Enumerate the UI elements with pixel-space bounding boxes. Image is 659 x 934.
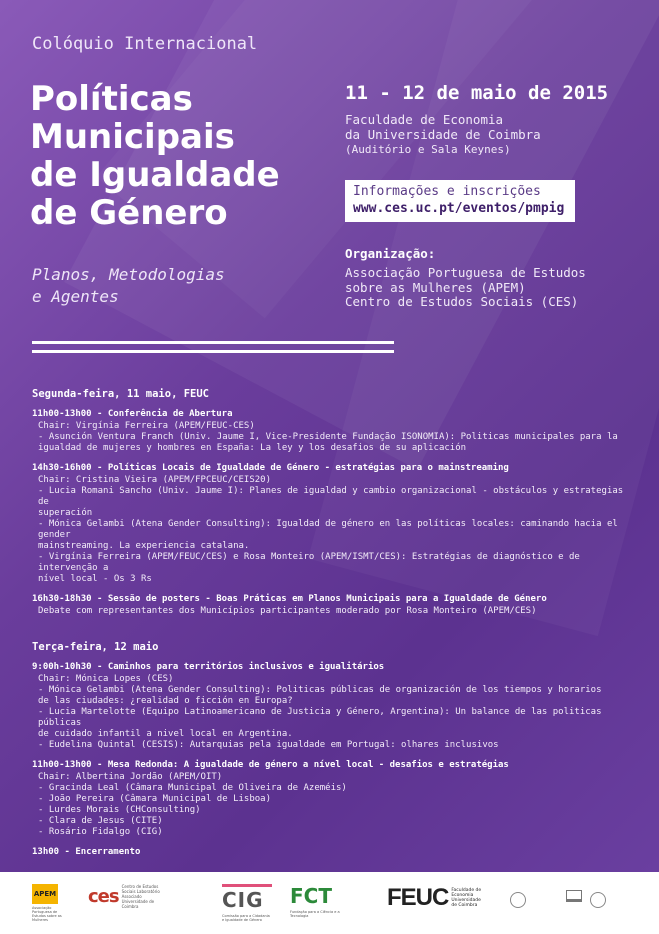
program-session: [32, 463, 632, 585]
organization-line: Centro de Estudos Sociais (CES): [345, 294, 579, 309]
session-line: nível local - Os 3 Rs: [38, 574, 152, 584]
heritage-seal-icon: [590, 892, 606, 908]
session-line: Chair: Cristina Vieira (APEM/FPCEUC/CEIS20): [38, 475, 271, 485]
program-session: [32, 409, 632, 454]
session-line: - Gracinda Leal (Câmara Municipal de Oliveira de Azeméis): [38, 783, 347, 793]
session-line: Chair: Albertina Jordão (APEM/OIT): [38, 772, 223, 782]
session-line: - Lurdes Morais (CHConsulting): [38, 805, 201, 815]
divider: [32, 341, 394, 344]
organization-title: Organização:: [345, 246, 436, 261]
program-session: [32, 847, 632, 858]
session-line: superación: [38, 508, 93, 518]
organization-list: [345, 266, 586, 310]
session-line: Chair: Virgínia Ferreira (APEM/FEUC-CES): [38, 421, 255, 431]
program-session: [32, 662, 632, 751]
fct-logo: [290, 884, 350, 918]
fct-caption: Fundação para a Ciência e a Tecnologia: [290, 910, 340, 918]
ces-mark: ces: [88, 886, 119, 907]
apem-logo: [32, 884, 72, 922]
day-title: Terça-feira, 12 maio: [32, 641, 159, 653]
main-title: [30, 80, 330, 232]
session-line: Debate com representantes dos Municípios participantes moderado por Rosa Monteiro (APEM/CES): [38, 606, 537, 616]
title-line: de Género: [30, 193, 228, 233]
session-line: Chair: Mónica Lopes (CES): [38, 674, 174, 684]
session-line: de las ciudades: ¿realidad o ficción en Europa?: [38, 696, 293, 706]
title-line: Políticas: [30, 79, 193, 119]
feuc-caption: Faculdade de Economia Universidade de Coimbra: [451, 888, 482, 908]
event-date: 11 - 12 de maio de 2015: [345, 82, 609, 104]
session-line: - João Pereira (Câmara Municipal de Lisboa): [38, 794, 271, 804]
feuc-mark: FEUC: [387, 884, 449, 911]
info-box: [345, 180, 575, 222]
organization-line: sobre as Mulheres (APEM): [345, 279, 526, 295]
session-line: - Asunción Ventura Franch (Univ. Jaume I, Vice-Presidente Fundação ISONOMIA): Politicas municipales para la: [38, 432, 618, 442]
day-spacer: [32, 626, 632, 642]
session-line: - Mónica Gelambi (Atena Gender Consulting): Politicas públicas de organización de los tiempos y horarios: [38, 685, 602, 695]
session-line: - Mónica Gelambi (Atena Gender Consulting): Igualdad de género en las políticas locales: caminando hacia el gender: [38, 519, 618, 540]
cig-caption: Comissão para a Cidadania e Igualdade de Género: [222, 914, 270, 922]
session-line: mainstreaming. La experiencia catalana.: [38, 541, 250, 551]
apem-mark: APEM: [32, 884, 58, 904]
cig-logo: [222, 884, 272, 922]
session-line: - Lucia Romani Sancho (Univ. Jaume I): Planes de igualdad y cambio organizacional - obstáculos y estrategias de: [38, 486, 624, 507]
program-session: [32, 594, 632, 617]
uc-seal-icon: [510, 892, 526, 908]
organization-line: Associação Portuguesa de Estudos: [345, 265, 586, 280]
info-url-link[interactable]: www.ces.uc.pt/eventos/pmpig: [353, 201, 565, 216]
fct-mark: FCT: [290, 884, 332, 908]
title-line: Municipais: [30, 117, 235, 157]
session-line: - Clara de Jesus (CITE): [38, 816, 163, 826]
unesco-icon: [566, 890, 582, 902]
session-title: 9:00h-10h30 - Caminhos para territórios inclusivos e igualitários: [32, 662, 385, 672]
program: [32, 389, 632, 867]
subtitle-line: e Agentes: [32, 287, 119, 306]
session-line: - Eudelina Quintal (CESIS): Autarquias pela igualdade em Portugal: olhares inclusivos: [38, 740, 499, 750]
sponsor-footer: [0, 872, 659, 934]
title-line: de Igualdade: [30, 155, 280, 195]
day-title: Segunda-feira, 11 maio, FEUC: [32, 388, 210, 400]
info-title: Informações e inscrições: [353, 184, 541, 199]
session-title: 13h00 - Encerramento: [32, 847, 141, 857]
cig-mark: CIG: [222, 884, 272, 912]
ces-logo: [88, 884, 166, 909]
venue: [345, 112, 541, 157]
session-title: 11h00-13h00 - Conferência de Abertura: [32, 409, 233, 419]
session-line: - Rosário Fidalgo (CIG): [38, 827, 163, 837]
session-title: 11h00-13h00 - Mesa Redonda: A igualdade de género a nível local - desafios e estratégias: [32, 760, 509, 770]
subtitle: [32, 264, 292, 308]
session-line: - Lucia Martelotte (Equipo Latinoamericano de Justicia y Género, Argentina): Un balance de las politicas públicas: [38, 707, 602, 728]
divider: [32, 350, 394, 353]
session-title: 16h30-18h30 - Sessão de posters - Boas Práticas em Planos Municipais para a Igualdade de Género: [32, 594, 547, 604]
feuc-logo: [387, 884, 483, 912]
session-line: igualdad de mujeres y hombres en España: La ley y los desafios de su aplicación: [38, 443, 467, 453]
venue-line: (Auditório e Sala Keynes): [345, 143, 511, 156]
apem-caption: Associação Portuguesa de Estudos sobre as Mulheres: [32, 906, 62, 922]
venue-line: da Universidade de Coimbra: [345, 127, 541, 142]
program-session: [32, 760, 632, 838]
subtitle-line: Planos, Metodologias: [32, 265, 225, 284]
session-line: - Virgínia Ferreira (APEM/FEUC/CES) e Rosa Monteiro (APEM/ISMT/CES): Estratégias de diagnóstico e de intervenção a: [38, 552, 580, 573]
session-line: de cuidado infantil a nivel local en Argentina.: [38, 729, 293, 739]
event-type: Colóquio Internacional: [32, 34, 258, 54]
ces-caption: Centro de Estudos Sociais Laboratório Associado Universidade de Coimbra: [121, 884, 160, 909]
venue-line: Faculdade de Economia: [345, 112, 504, 127]
session-title: 14h30-16h00 - Políticas Locais de Igualdade de Género - estratégias para o mainstreaming: [32, 463, 509, 473]
